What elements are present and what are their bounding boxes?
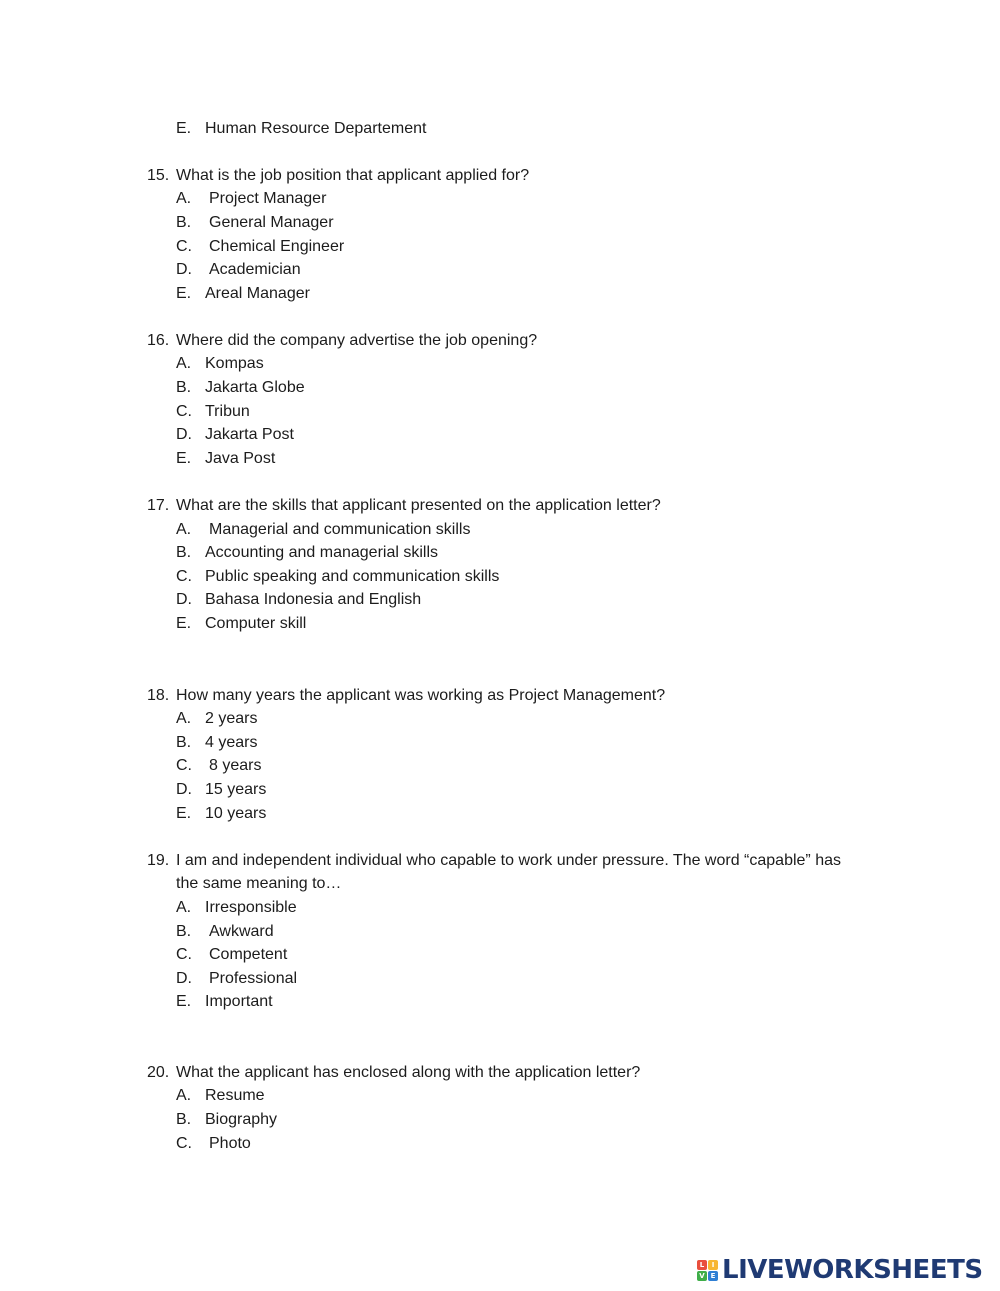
option-text: Resume xyxy=(205,1087,265,1104)
question-number: 19. xyxy=(147,852,170,869)
option-letter: B. xyxy=(176,544,192,561)
question-number: 17. xyxy=(147,497,170,514)
question-text: What are the skills that applicant presented on the application letter? xyxy=(176,497,661,514)
option-text: Biography xyxy=(205,1111,278,1128)
option-text: Awkward xyxy=(209,923,274,940)
option-text: 10 years xyxy=(205,805,267,822)
option-text: 4 years xyxy=(205,734,258,751)
option-letter: A. xyxy=(176,710,192,727)
liveworksheets-icon xyxy=(697,1260,718,1281)
question-number: 15. xyxy=(147,167,170,184)
option-text: Photo xyxy=(209,1135,251,1152)
option-text: 15 years xyxy=(205,781,267,798)
option-text: Java Post xyxy=(205,450,276,467)
option-letter: A. xyxy=(176,355,192,372)
option-text: Kompas xyxy=(205,355,264,372)
question-number: 20. xyxy=(147,1064,170,1081)
option-letter: B. xyxy=(176,1111,192,1128)
question-text: What the applicant has enclosed along with the application letter? xyxy=(176,1064,641,1081)
question-text: I am and independent individual who capable to work under pressure. The word “capable” has xyxy=(176,852,841,869)
option-letter: E. xyxy=(176,450,192,467)
option-text: Areal Manager xyxy=(205,285,310,302)
option-text: General Manager xyxy=(209,214,334,231)
option-letter: B. xyxy=(176,214,192,231)
option-letter: B. xyxy=(176,923,192,940)
option-text: Tribun xyxy=(205,403,250,420)
option-text: Competent xyxy=(209,946,288,963)
option-text: Managerial and communication skills xyxy=(209,521,471,538)
option-letter: E. xyxy=(176,120,192,137)
option-text: Important xyxy=(205,993,273,1010)
question-number: 18. xyxy=(147,687,170,704)
option-letter: C. xyxy=(176,403,192,420)
question-text: What is the job position that applicant applied for? xyxy=(176,167,530,184)
option-letter: C. xyxy=(176,1135,192,1152)
option-letter: E. xyxy=(176,285,192,302)
question-number: 16. xyxy=(147,332,170,349)
option-letter: D. xyxy=(176,970,192,987)
option-text: Jakarta Post xyxy=(205,426,294,443)
option-letter: E. xyxy=(176,805,192,822)
option-letter: C. xyxy=(176,946,192,963)
option-letter: B. xyxy=(176,379,192,396)
option-letter: D. xyxy=(176,591,192,608)
option-text: Accounting and managerial skills xyxy=(205,544,439,561)
logo-letter-i: I xyxy=(708,1260,718,1270)
option-letter: E. xyxy=(176,615,192,632)
question-text: Where did the company advertise the job opening? xyxy=(176,332,538,349)
option-letter: A. xyxy=(176,1087,192,1104)
option-text: Bahasa Indonesia and English xyxy=(205,591,422,608)
option-letter: E. xyxy=(176,993,192,1010)
option-letter: D. xyxy=(176,781,192,798)
question-text: How many years the applicant was working as Project Management? xyxy=(176,687,666,704)
option-text: 8 years xyxy=(209,757,262,774)
option-letter: A. xyxy=(176,190,192,207)
option-text: Professional xyxy=(209,970,298,987)
option-letter: C. xyxy=(176,238,192,255)
option-letter: C. xyxy=(176,757,192,774)
option-text: Academician xyxy=(209,261,301,278)
option-text: 2 years xyxy=(205,710,258,727)
option-letter: A. xyxy=(176,899,192,916)
option-text: Irresponsible xyxy=(205,899,297,916)
logo-letter-v: V xyxy=(697,1271,707,1281)
logo-text: LIVEWORKSHEETS xyxy=(722,1255,983,1285)
option-text: Chemical Engineer xyxy=(209,238,345,255)
option-text: Computer skill xyxy=(205,615,307,632)
option-text: Jakarta Globe xyxy=(205,379,305,396)
logo-letter-l: L xyxy=(697,1260,707,1270)
question-text-continued: the same meaning to… xyxy=(176,875,342,892)
option-text: Project Manager xyxy=(209,190,327,207)
option-letter: C. xyxy=(176,568,192,585)
option-text: Public speaking and communication skills xyxy=(205,568,500,585)
option-letter: D. xyxy=(176,261,192,278)
option-letter: B. xyxy=(176,734,192,751)
option-letter: A. xyxy=(176,521,192,538)
liveworksheets-logo xyxy=(697,1255,983,1285)
option-text: Human Resource Departement xyxy=(205,120,427,137)
option-letter: D. xyxy=(176,426,192,443)
logo-letter-e: E xyxy=(708,1271,718,1281)
